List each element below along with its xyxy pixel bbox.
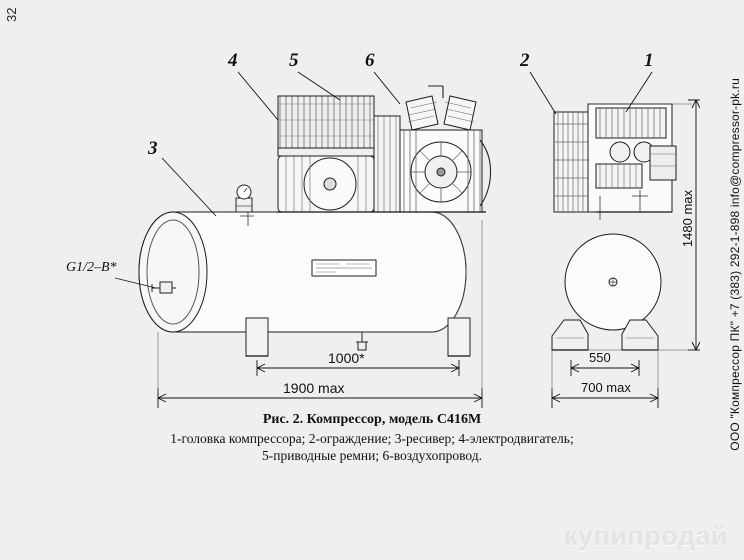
figure-caption	[0, 412, 744, 465]
callout-5: 5	[289, 50, 299, 71]
dimension-height: 1480 max	[680, 190, 695, 248]
dimension-wheelbase: 1000*	[328, 350, 365, 366]
figure-legend-line-1: 1-головка компрессора; 2-ограждение; 3-ресивер; 4-электродвигатель;	[170, 431, 574, 446]
dimension-width: 700 max	[581, 380, 631, 395]
dimension-length: 1900 max	[283, 380, 345, 396]
figure-legend-line-2: 5-приводные ремни; 6-воздухопровод.	[261, 447, 483, 463]
callout-4: 4	[228, 50, 238, 71]
figure-title: Рис. 2. Компрессор, модель С416М	[262, 412, 482, 427]
technical-drawing	[40, 20, 700, 420]
dimension-thread: G1/2–B*	[66, 260, 117, 275]
page-number: 32	[4, 7, 19, 22]
callout-6: 6	[365, 50, 375, 71]
watermark: купипродай	[563, 521, 728, 551]
callout-2: 2	[520, 50, 530, 71]
company-contact-note: ООО "Компрессор ПК" +7 (383) 292-1-898 info@compressor-pk.ru	[728, 78, 742, 451]
callout-3: 3	[148, 138, 158, 159]
callout-1: 1	[644, 50, 654, 71]
dimension-foot-width: 550	[589, 350, 611, 365]
